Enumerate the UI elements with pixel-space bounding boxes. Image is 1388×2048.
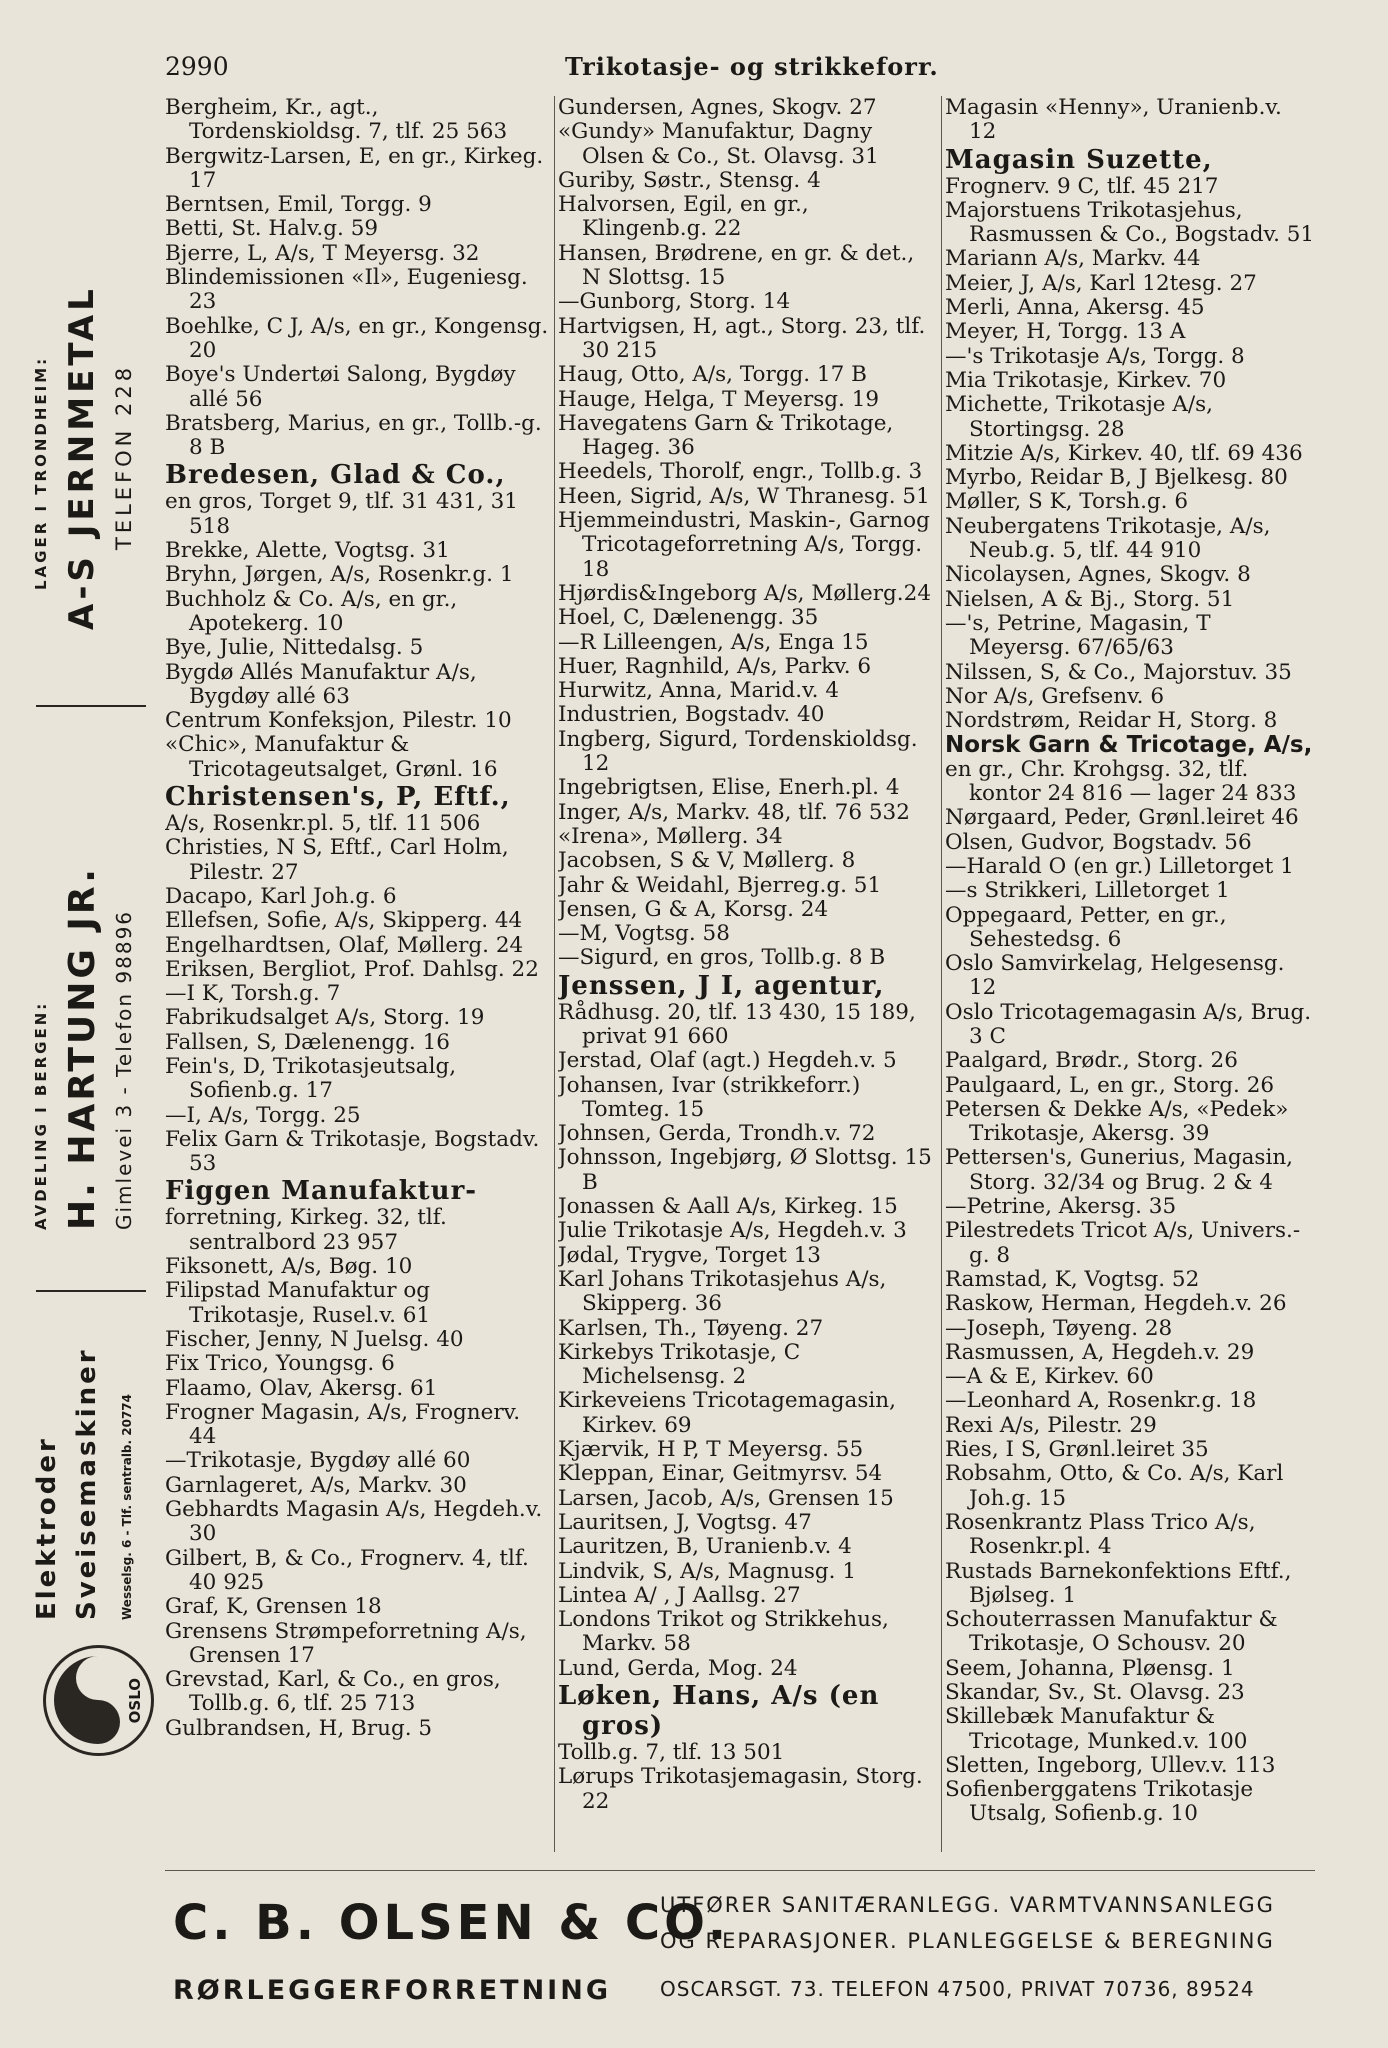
directory-entry: Mitzie A/s, Kirkev. 40, tlf. 69 436 bbox=[945, 440, 1303, 466]
side-divider bbox=[36, 1290, 146, 1292]
directory-entry: Jahr & Weidahl, Bjerreg.g. 51 bbox=[558, 872, 882, 898]
directory-entry: Bredesen, Glad & Co., bbox=[165, 460, 506, 491]
directory-entry: Jenssen, J I, agentur, bbox=[558, 970, 885, 1001]
directory-entry: Nordstrøm, Reidar H, Storg. 8 bbox=[945, 708, 1278, 734]
side-ad-elektroder bbox=[28, 1310, 158, 1800]
directory-entry: Gulbrandsen, H, Brug. 5 bbox=[165, 1715, 433, 1741]
directory-entry: Meier, J, A/s, Karl 12tesg. 27 bbox=[945, 270, 1257, 296]
running-title: Trikotasje- og strikkeforr. bbox=[565, 52, 939, 81]
directory-entry: Gilbert, B, & Co., Frognerv. 4, tlf. 40 925 bbox=[165, 1545, 529, 1595]
advertiser-trade: RØRLEGGERFORRETNING bbox=[173, 1975, 611, 2006]
directory-entry: Jødal, Trygve, Torget 13 bbox=[558, 1242, 821, 1268]
directory-entry: Havegatens Garn & Trikotage, Hageg. 36 bbox=[558, 410, 894, 461]
directory-entry: Hauge, Helga, T Meyersg. 19 bbox=[558, 386, 880, 412]
directory-entry: Lauritsen, J, Vogtsg. 47 bbox=[558, 1509, 812, 1535]
advertiser-name: C. B. OLSEN & CO. bbox=[173, 1895, 731, 1951]
directory-column-1 bbox=[165, 96, 550, 1852]
directory-entry: Nielsen, A & Bj., Storg. 51 bbox=[945, 586, 1235, 612]
directory-entry: Julie Trikotasje A/s, Hegdeh.v. 3 bbox=[558, 1218, 907, 1244]
directory-entry: Fallsen, S, Dælenengg. 16 bbox=[165, 1029, 450, 1055]
directory-entry: A/s, Rosenkr.pl. 5, tlf. 11 506 bbox=[165, 811, 481, 837]
directory-entry: Hjørdis&Ingeborg A/s, Møllerg.24 bbox=[558, 580, 931, 606]
side-ad-line2: Sveisemaskiner bbox=[72, 1347, 102, 1620]
directory-entry: Jerstad, Olaf (agt.) Hegdeh.v. 5 bbox=[558, 1048, 897, 1074]
directory-entry: Halvorsen, Egil, en gr., Klingenb.g. 22 bbox=[558, 192, 809, 242]
directory-entry: Huer, Ragnhild, A/s, Parkv. 6 bbox=[558, 653, 872, 679]
directory-entry: Kleppan, Einar, Geitmyrsv. 54 bbox=[558, 1461, 883, 1487]
directory-entry: Felix Garn & Trikotasje, Bogstadv. 53 bbox=[165, 1126, 540, 1177]
directory-entry: Nilssen, S, & Co., Majorstuv. 35 bbox=[945, 659, 1292, 685]
directory-entry: Neubergatens Trikotasje, A/s, Neub.g. 5, tlf. 44 910 bbox=[945, 513, 1271, 564]
directory-entry: Kirkeveiens Tricotagemagasin, Kirkev. 69 bbox=[558, 1388, 896, 1438]
directory-entry: Larsen, Jacob, A/s, Grensen 15 bbox=[558, 1485, 894, 1511]
directory-entry: Dacapo, Karl Joh.g. 6 bbox=[165, 883, 397, 909]
directory-entry: Frognerv. 9 C, tlf. 45 217 bbox=[945, 173, 1219, 199]
directory-entry: Haug, Otto, A/s, Torgg. 17 B bbox=[558, 362, 867, 388]
directory-entry: Londons Trikot og Strikkehus, Markv. 58 bbox=[558, 1607, 889, 1657]
directory-entry: Brekke, Alette, Vogtsg. 31 bbox=[165, 538, 450, 564]
directory-entry: Ingberg, Sigurd, Tordenskioldsg. 12 bbox=[558, 726, 918, 777]
directory-entry: Mia Trikotasje, Kirkev. 70 bbox=[945, 367, 1227, 393]
column-divider bbox=[554, 96, 555, 1852]
directory-entry: Grevstad, Karl, & Co., en gros, Tollb.g. 6, tlf. 25 713 bbox=[165, 1667, 501, 1717]
directory-entry: Rosenkrantz Plass Trico A/s, Rosenkr.pl. 4 bbox=[945, 1509, 1256, 1560]
directory-entry: Ingebrigtsen, Elise, Enerh.pl. 4 bbox=[558, 775, 900, 801]
directory-entry: Bryhn, Jørgen, A/s, Rosenkr.g. 1 bbox=[165, 562, 514, 588]
directory-entry: forretning, Kirkeg. 32, tlf. sentralbord 23 957 bbox=[165, 1205, 447, 1255]
directory-entry: Rasmussen, A, Hegdeh.v. 29 bbox=[945, 1339, 1255, 1365]
directory-entry: —Harald O (en gr.) Lilletorget 1 bbox=[945, 853, 1294, 879]
directory-entry: Nicolaysen, Agnes, Skogv. 8 bbox=[945, 562, 1251, 588]
oslo-logo-icon bbox=[43, 1645, 154, 1756]
directory-entry: Fein's, D, Trikotasjeutsalg, Sofienb.g. 17 bbox=[165, 1053, 457, 1104]
directory-entry: Bye, Julie, Nittedalsg. 5 bbox=[165, 635, 424, 661]
side-ad-line2: H. HARTUNG JR. bbox=[62, 866, 103, 1230]
directory-entry: Pettersen's, Gunerius, Magasin, Storg. 32/34 og Brug. 2 & 4 bbox=[945, 1145, 1294, 1195]
directory-entry: Inger, A/s, Markv. 48, tlf. 76 532 bbox=[558, 799, 910, 825]
advertiser-services-line: OG REPARASJONER. PLANLEGGELSE & BEREGNING bbox=[660, 1929, 1275, 1953]
directory-entry: Johansen, Ivar (strikkeforr.) Tomteg. 15 bbox=[558, 1072, 861, 1122]
side-ad-line1: AVDELING I BERGEN: bbox=[32, 1000, 50, 1230]
directory-entry: Sofienberggatens Trikotasje Utsalg, Sofienb.g. 10 bbox=[945, 1777, 1254, 1827]
directory-entry: Jensen, G & A, Korsg. 24 bbox=[558, 896, 829, 922]
directory-entry: —'s, Petrine, Magasin, T Meyersg. 67/65/63 bbox=[945, 610, 1211, 661]
column-divider bbox=[941, 96, 942, 1852]
directory-entry: en gros, Torget 9, tlf. 31 431, 31 518 bbox=[165, 489, 518, 539]
directory-entry: Oslo Samvirkelag, Helgesensg. 12 bbox=[945, 951, 1285, 1001]
directory-entry: Nor A/s, Grefsenv. 6 bbox=[945, 683, 1165, 709]
directory-entry: —A & E, Kirkev. 60 bbox=[945, 1364, 1154, 1390]
directory-entry: Meyer, H, Torgg. 13 A bbox=[945, 319, 1186, 345]
directory-entry: Buchholz & Co. A/s, en gr., Apotekerg. 10 bbox=[165, 586, 458, 636]
directory-entry: Figgen Manufaktur- bbox=[165, 1176, 478, 1207]
directory-entry: Frogner Magasin, A/s, Frognerv. 44 bbox=[165, 1399, 521, 1450]
directory-entry: —M, Vogtsg. 58 bbox=[558, 921, 730, 947]
directory-entry: Berntsen, Emil, Torgg. 9 bbox=[165, 192, 432, 218]
directory-entry: Lindvik, S, A/s, Magnusg. 1 bbox=[558, 1558, 857, 1584]
directory-entry: Sletten, Ingeborg, Ullev.v. 113 bbox=[945, 1752, 1276, 1778]
side-ad-line1: Elektroder bbox=[32, 1436, 62, 1620]
directory-entry: Filipstad Manufaktur og Trikotasje, Rusel.v. 61 bbox=[165, 1278, 431, 1328]
directory-entry: Ramstad, K, Vogtsg. 52 bbox=[945, 1266, 1200, 1292]
directory-entry: «Gundy» Manufaktur, Dagny Olsen & Co., St. Olavsg. 31 bbox=[558, 119, 879, 169]
directory-entry: Hjemmeindustri, Maskin-, Garnog Tricotageforretning A/s, Torgg. 18 bbox=[558, 508, 930, 582]
directory-entry: —Trikotasje, Bygdøy allé 60 bbox=[165, 1448, 471, 1474]
directory-entry: Kjærvik, H P, T Meyersg. 55 bbox=[558, 1437, 864, 1463]
directory-entry: Hartvigsen, H, agt., Storg. 23, tlf. 30 215 bbox=[558, 313, 926, 363]
side-advertisements bbox=[28, 230, 158, 1800]
page-number: 2990 bbox=[165, 52, 229, 81]
directory-entry: Fiksonett, A/s, Bøg. 10 bbox=[165, 1254, 413, 1280]
directory-entry: Skillebæk Manufaktur & Tricotage, Munked.v. 100 bbox=[945, 1704, 1248, 1754]
logo-text: OSLO bbox=[126, 1678, 144, 1724]
directory-entry: Bratsberg, Marius, en gr., Tollb.-g. 8 B bbox=[165, 410, 542, 461]
directory-entry: Gebhardts Magasin A/s, Hegdeh.v. 30 bbox=[165, 1497, 543, 1547]
directory-entry: —Gunborg, Storg. 14 bbox=[558, 289, 791, 315]
directory-entry: Norsk Garn & Tricotage, A/s, bbox=[945, 732, 1313, 759]
directory-entry: Raskow, Herman, Hegdeh.v. 26 bbox=[945, 1291, 1287, 1317]
directory-entry: Industrien, Bogstadv. 40 bbox=[558, 702, 825, 728]
directory-entry: Tollb.g. 7, tlf. 13 501 bbox=[558, 1740, 785, 1765]
directory-entry: Lintea A/ , J Aallsg. 27 bbox=[558, 1582, 801, 1608]
directory-entry: Magasin Suzette, bbox=[945, 144, 1213, 175]
directory-entry: Bjerre, L, A/s, T Meyersg. 32 bbox=[165, 240, 480, 266]
directory-entry: Mariann A/s, Markv. 44 bbox=[945, 246, 1201, 272]
directory-entry: Flaamo, Olav, Akersg. 61 bbox=[165, 1375, 438, 1401]
directory-entry: Skandar, Sv., St. Olavsg. 23 bbox=[945, 1680, 1245, 1705]
directory-entry: Michette, Trikotasje A/s, Stortingsg. 28 bbox=[945, 392, 1213, 442]
directory-entry: Bygdø Allés Manufaktur A/s, Bygdøy allé 63 bbox=[165, 659, 477, 709]
directory-entry: Grensens Strømpeforretning A/s, Grensen 17 bbox=[165, 1618, 527, 1668]
directory-column-2 bbox=[558, 96, 938, 1852]
directory-entry: Johnsson, Ingebjørg, Ø Slottsg. 15 B bbox=[558, 1145, 932, 1195]
directory-entry: Nørgaard, Peder, Grønl.leiret 46 bbox=[945, 805, 1299, 831]
directory-entry: Jacobsen, S & V, Møllerg. 8 bbox=[558, 848, 856, 874]
directory-entry: Majorstuens Trikotasjehus, Rasmussen & Co., Bogstadv. 51 bbox=[945, 197, 1315, 248]
directory-entry: Christensen's, P, Eftf., bbox=[165, 782, 511, 813]
directory-entry: Heedels, Thorolf, engr., Tollb.g. 3 bbox=[558, 459, 923, 485]
directory-entry: Petersen & Dekke A/s, «Pedek» Trikotasje, Akersg. 39 bbox=[945, 1096, 1289, 1147]
directory-entry: Bergheim, Kr., agt., Tordenskioldsg. 7, tlf. 25 563 bbox=[165, 96, 508, 145]
directory-entry: Rexi A/s, Pilestr. 29 bbox=[945, 1412, 1157, 1438]
directory-entry: Seem, Johanna, Pløensg. 1 bbox=[945, 1655, 1235, 1681]
directory-entry: —Leonhard A, Rosenkr.g. 18 bbox=[945, 1388, 1257, 1414]
directory-entry: Fabrikudsalget A/s, Storg. 19 bbox=[165, 1005, 485, 1031]
directory-entry: Rådhusg. 20, tlf. 13 430, 15 189, privat 91 660 bbox=[558, 999, 916, 1049]
directory-entry: Bergwitz-Larsen, E, en gr., Kirkeg. 17 bbox=[165, 143, 544, 193]
directory-entry: Pilestredets Tricot A/s, Univers.-g. 8 bbox=[945, 1218, 1301, 1268]
directory-entry: Christies, N S, Eftf., Carl Holm, Pilestr. 27 bbox=[165, 835, 509, 885]
directory-entry: —Petrine, Akersg. 35 bbox=[945, 1194, 1177, 1220]
directory-entry: Garnlageret, A/s, Markv. 30 bbox=[165, 1472, 467, 1498]
directory-entry: Magasin «Henny», Uranienb.v. 12 bbox=[945, 96, 1282, 145]
directory-entry: Betti, St. Halv.g. 59 bbox=[165, 216, 379, 242]
directory-entry: Myrbo, Reidar B, J Bjelkesg. 80 bbox=[945, 465, 1288, 491]
directory-entry: Lørups Trikotasjemagasin, Storg. 22 bbox=[558, 1764, 923, 1814]
advertiser-address: OSCARSGT. 73. TELEFON 47500, PRIVAT 70736, 89524 bbox=[660, 1977, 1255, 2001]
directory-entry: Løken, Hans, A/s (en gros) bbox=[558, 1681, 880, 1741]
side-ad-line2: A-S JERNMETAL bbox=[62, 285, 102, 630]
directory-entry: Johnsen, Gerda, Trondh.v. 72 bbox=[558, 1121, 876, 1147]
directory-entry: —I, A/s, Torgg. 25 bbox=[165, 1102, 361, 1128]
side-ad-line3: Wesselsg. 6 - Tlf. sentralb. 20774 bbox=[120, 1393, 134, 1620]
directory-entry: en gr., Chr. Krohgsg. 32, tlf. kontor 24 816 — lager 24 833 bbox=[945, 756, 1297, 807]
page-header bbox=[165, 52, 1315, 88]
directory-entry: Ries, I S, Grønl.leiret 35 bbox=[945, 1437, 1209, 1463]
directory-entry: Hoel, C, Dælenengg. 35 bbox=[558, 605, 819, 631]
directory-entry: —'s Trikotasje A/s, Torgg. 8 bbox=[945, 343, 1245, 369]
directory-entry: Oslo Tricotagemagasin A/s, Brug. 3 C bbox=[945, 999, 1312, 1049]
directory-entry: Engelhardtsen, Olaf, Møllerg. 24 bbox=[165, 932, 524, 958]
directory-entry: Oppegaard, Petter, en gr., Sehestedsg. 6 bbox=[945, 902, 1227, 952]
directory-entry: —s Strikkeri, Lilletorget 1 bbox=[945, 878, 1230, 904]
directory-entry: Robsahm, Otto, & Co. A/s, Karl Joh.g. 15 bbox=[945, 1461, 1284, 1511]
directory-entry: Gundersen, Agnes, Skogv. 27 bbox=[558, 96, 877, 120]
directory-entry: Karlsen, Th., Tøyeng. 27 bbox=[558, 1315, 824, 1341]
directory-entry: Fischer, Jenny, N Juelsg. 40 bbox=[165, 1326, 464, 1352]
directory-entry: Kirkebys Trikotasje, C Michelsensg. 2 bbox=[558, 1339, 801, 1390]
directory-entry: —Joseph, Tøyeng. 28 bbox=[945, 1315, 1173, 1341]
directory-entry: Jonassen & Aall A/s, Kirkeg. 15 bbox=[558, 1194, 898, 1220]
directory-entry: Merli, Anna, Akersg. 45 bbox=[945, 295, 1205, 321]
directory-entry: Olsen, Gudvor, Bogstadv. 56 bbox=[945, 829, 1252, 855]
side-ad-line3: TELEFON 228 bbox=[112, 363, 136, 550]
side-ad-line3: Gimlevei 3 - Telefon 98896 bbox=[112, 909, 136, 1230]
directory-entry: Møller, S K, Torsh.g. 6 bbox=[945, 489, 1189, 515]
directory-entry: Fix Trico, Youngsg. 6 bbox=[165, 1351, 395, 1377]
directory-entry: Centrum Konfeksjon, Pilestr. 10 bbox=[165, 708, 512, 734]
directory-entry: Ellefsen, Sofie, A/s, Skipperg. 44 bbox=[165, 908, 523, 934]
directory-entry: «Chic», Manufaktur & Tricotageutsalget, Grønl. 16 bbox=[165, 732, 498, 782]
directory-entry: —Sigurd, en gros, Tollb.g. 8 B bbox=[558, 945, 886, 971]
directory-entry: Blindemissionen «Il», Eugeniesg. 23 bbox=[165, 265, 528, 315]
directory-entry: Paulgaard, L, en gr., Storg. 26 bbox=[945, 1072, 1275, 1098]
directory-entry: Boye's Undertøi Salong, Bygdøy allé 56 bbox=[165, 362, 516, 412]
directory-column-3 bbox=[945, 96, 1315, 1852]
directory-entry: Rustads Barnekonfektions Eftf., Bjølseg. 1 bbox=[945, 1558, 1292, 1608]
directory-entry: —R Lilleengen, A/s, Enga 15 bbox=[558, 629, 869, 655]
directory-entry: Hansen, Brødrene, en gr. & det., N Slottsg. 15 bbox=[558, 240, 915, 291]
side-ad-jernmetal bbox=[28, 230, 158, 700]
advertisement-footer bbox=[165, 1870, 1315, 2021]
directory-entry: Karl Johans Trikotasjehus A/s, Skipperg. 36 bbox=[558, 1266, 887, 1317]
directory-entry: Lauritzen, B, Uranienb.v. 4 bbox=[558, 1534, 852, 1560]
advertiser-services-line: UTFØRER SANITÆRANLEGG. VARMTVANNSANLEGG bbox=[660, 1893, 1275, 1917]
directory-listing bbox=[165, 96, 1315, 1852]
side-ad-line1: LAGER I TRONDHEIM: bbox=[32, 355, 50, 590]
directory-entry: —I K, Torsh.g. 7 bbox=[165, 981, 341, 1007]
directory-entry: Eriksen, Bergliot, Prof. Dahlsg. 22 bbox=[165, 956, 539, 982]
side-ad-hartung bbox=[28, 720, 158, 1280]
directory-entry: Heen, Sigrid, A/s, W Thranesg. 51 bbox=[558, 483, 930, 509]
directory-entry: Boehlke, C J, A/s, en gr., Kongensg. 20 bbox=[165, 313, 549, 363]
directory-entry: Lund, Gerda, Mog. 24 bbox=[558, 1655, 798, 1681]
directory-entry: Paalgard, Brødr., Storg. 26 bbox=[945, 1048, 1238, 1074]
directory-entry: Guriby, Søstr., Stensg. 4 bbox=[558, 167, 821, 193]
directory-entry: Schouterrassen Manufaktur & Trikotasje, O Schousv. 20 bbox=[945, 1607, 1278, 1657]
side-divider bbox=[36, 705, 146, 707]
directory-entry: Graf, K, Grensen 18 bbox=[165, 1594, 382, 1620]
directory-entry: Hurwitz, Anna, Marid.v. 4 bbox=[558, 678, 840, 704]
directory-entry: «Irena», Møllerg. 34 bbox=[558, 823, 783, 849]
